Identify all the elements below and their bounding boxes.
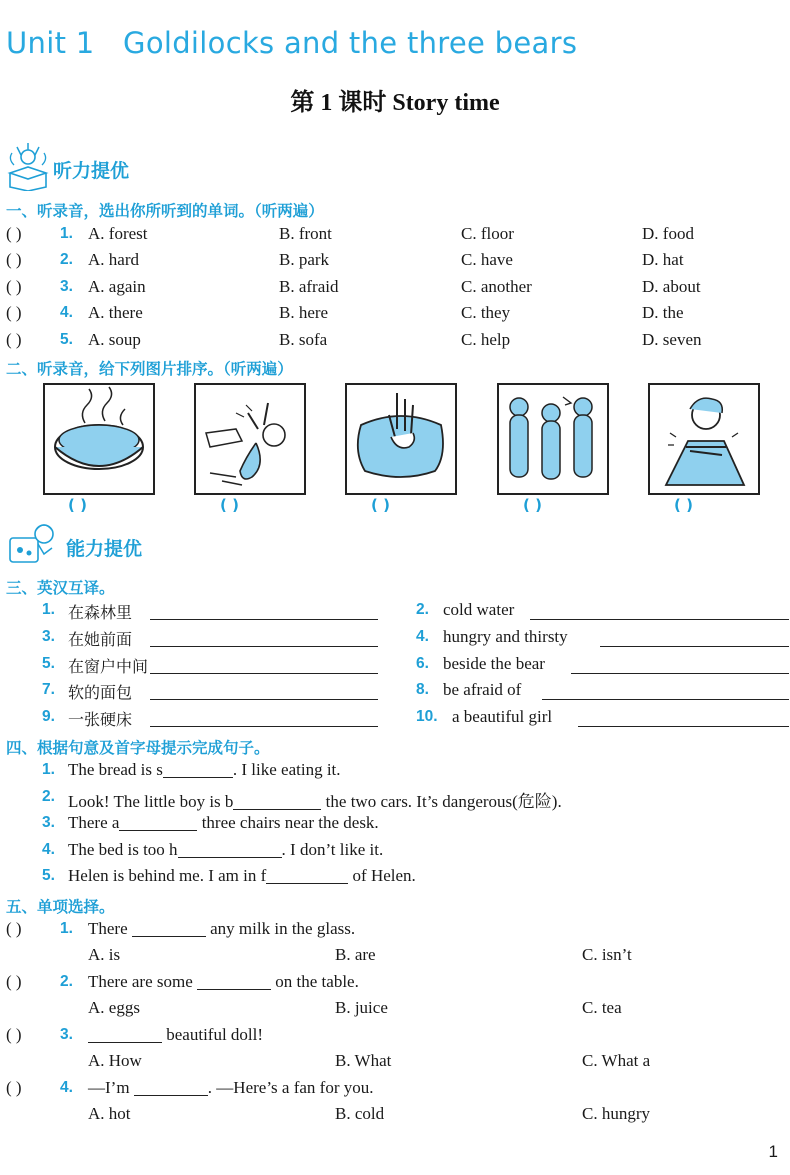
translate-prompt: 软的面包 [68, 683, 133, 702]
option-a[interactable]: A. eggs [88, 998, 140, 1017]
fill-blank[interactable] [233, 792, 321, 810]
question-number: 4. [60, 304, 73, 321]
option-d[interactable]: D. food [642, 224, 694, 243]
fill-blank[interactable] [197, 972, 271, 990]
answer-line[interactable] [578, 726, 789, 727]
answer-paren[interactable]: ( ) [6, 277, 22, 296]
item-number: 9. [42, 708, 55, 725]
answer-line[interactable] [542, 699, 789, 700]
sentence [68, 866, 416, 886]
picture-soup-bowl [43, 383, 155, 495]
picture-answer-5[interactable]: ( ) [674, 496, 693, 514]
question-number: 1. [60, 920, 73, 937]
option-b[interactable]: B. cold [335, 1104, 385, 1123]
part1-question [0, 224, 790, 246]
sentence-start: The bed is too h [68, 840, 178, 859]
translate-prompt: a beautiful girl [452, 707, 553, 726]
answer-paren[interactable]: ( ) [6, 250, 22, 269]
item-number: 5. [42, 867, 55, 884]
sentence-end: the two cars. It’s dangerous(危险). [321, 792, 562, 811]
option-a[interactable]: A. again [88, 277, 146, 296]
option-a[interactable]: A. hot [88, 1104, 131, 1123]
fill-blank[interactable] [119, 813, 197, 831]
option-a[interactable]: A. there [88, 303, 143, 322]
answer-line[interactable] [150, 726, 378, 727]
sentence [68, 760, 341, 780]
mcq-options [0, 945, 790, 967]
item-number: 7. [42, 681, 55, 698]
item-number: 3. [42, 814, 55, 831]
sentence-row [0, 760, 790, 782]
fill-blank[interactable] [266, 866, 348, 884]
option-c[interactable]: C. isn’t [582, 945, 632, 964]
item-number: 1. [42, 761, 55, 778]
mcq-question [0, 919, 790, 941]
item-number: 6. [416, 655, 429, 672]
option-b[interactable]: B. here [279, 303, 329, 322]
fill-blank[interactable] [88, 1025, 162, 1043]
fill-blank[interactable] [178, 840, 282, 858]
sentence-end: . I like eating it. [232, 760, 341, 779]
option-a[interactable]: A. forest [88, 224, 148, 243]
option-b[interactable]: B. park [279, 250, 330, 269]
translate-prompt: beside the bear [443, 654, 545, 673]
item-number: 1. [42, 601, 55, 618]
part1-question [0, 277, 790, 299]
option-d[interactable]: D. the [642, 303, 684, 322]
option-c[interactable]: C. help [461, 330, 511, 349]
question-number: 3. [60, 1026, 73, 1043]
answer-line[interactable] [150, 673, 378, 674]
picture-answer-1[interactable]: ( ) [68, 496, 87, 514]
answer-paren[interactable]: ( ) [6, 224, 22, 243]
translate-prompt: hungry and thirsty [443, 627, 568, 646]
question-number: 2. [60, 251, 73, 268]
mcq-question [0, 1078, 790, 1100]
fill-blank[interactable] [134, 1078, 208, 1096]
item-number: 10. [416, 708, 438, 725]
sentence-row [0, 787, 790, 809]
option-c[interactable]: C. they [461, 303, 511, 322]
picture-answer-2[interactable]: ( ) [220, 496, 239, 514]
mcq-options [0, 998, 790, 1020]
picture-girl-falling [194, 383, 306, 495]
answer-line[interactable] [600, 646, 789, 647]
soup-bowl-icon [45, 385, 153, 493]
option-d[interactable]: D. hat [642, 250, 684, 269]
answer-line[interactable] [150, 699, 378, 700]
mcq-options [0, 1104, 790, 1126]
question-stem [88, 1078, 374, 1098]
sentence-start: The bread is s [68, 760, 163, 779]
item-number: 3. [42, 628, 55, 645]
sentence-start: Helen is behind me. I am in f [68, 866, 267, 885]
option-c[interactable]: C. What a [582, 1051, 651, 1070]
option-d[interactable]: D. seven [642, 330, 702, 349]
stem-start: There are some [88, 972, 193, 991]
option-b[interactable]: B. afraid [279, 277, 339, 296]
part3-heading: 三、英汉互译。 [6, 579, 115, 597]
part1-question [0, 330, 790, 352]
answer-paren[interactable]: ( ) [6, 330, 22, 349]
translation-row [0, 680, 790, 702]
question-stem [88, 919, 355, 939]
translate-prompt: 在她前面 [68, 630, 133, 649]
stem-end: on the table. [271, 972, 359, 991]
option-b[interactable]: B. front [279, 224, 332, 243]
option-c[interactable]: C. have [461, 250, 513, 269]
ability-section-heading: 能力提优 [66, 538, 143, 560]
item-number: 2. [416, 601, 429, 618]
question-number: 4. [60, 1079, 73, 1096]
item-number: 8. [416, 681, 429, 698]
translate-prompt: cold water [443, 600, 515, 619]
question-number: 1. [60, 225, 73, 242]
question-stem [88, 972, 359, 992]
option-d[interactable]: D. about [642, 277, 701, 296]
option-c[interactable]: C. tea [582, 998, 622, 1017]
picture-three-bears [497, 383, 609, 495]
answer-paren[interactable]: ( ) [6, 972, 22, 991]
part5-heading: 五、单项选择。 [6, 898, 115, 916]
option-a[interactable]: A. How [88, 1051, 142, 1070]
listening-mascot-icon [6, 143, 50, 191]
translate-prompt: be afraid of [443, 680, 522, 699]
item-number: 5. [42, 655, 55, 672]
option-a[interactable]: A. is [88, 945, 121, 964]
translate-prompt: 在窗户中间 [68, 657, 149, 676]
item-number: 4. [42, 841, 55, 858]
translate-prompt: 在森林里 [68, 603, 133, 622]
option-b[interactable]: B. juice [335, 998, 388, 1017]
cold-girl-icon [650, 385, 758, 493]
question-number: 3. [60, 278, 73, 295]
sentence [68, 840, 383, 860]
option-a[interactable]: A. soup [88, 330, 141, 349]
sentence-row [0, 840, 790, 862]
sentence [68, 787, 562, 812]
sentence-row [0, 813, 790, 835]
part2-heading: 二、听录音，给下列图片排序。（听两遍） [6, 360, 293, 378]
mcq-question [0, 1025, 790, 1047]
question-number: 5. [60, 331, 73, 348]
item-number: 4. [416, 628, 429, 645]
mcq-options [0, 1051, 790, 1073]
answer-line[interactable] [530, 619, 789, 620]
picture-cold-girl [648, 383, 760, 495]
unit-title: Unit 1 Goldilocks and the three bears [6, 26, 578, 60]
sentence-start: Look! The little boy is b [68, 792, 234, 811]
sentence-start: There a [68, 813, 120, 832]
translation-row [0, 654, 790, 676]
translate-prompt: 一张硬床 [68, 710, 133, 729]
option-c[interactable]: C. another [461, 277, 532, 296]
sentence-end: of Helen. [348, 866, 416, 885]
stem-end: . —Here’s a fan for you. [207, 1078, 374, 1097]
stem-end: any milk in the glass. [205, 919, 356, 938]
sentence [68, 813, 379, 833]
translation-row [0, 600, 790, 622]
girl-falling-icon [196, 385, 304, 493]
fill-blank[interactable] [163, 760, 233, 778]
part1-heading: 一、听录音，选出你所听到的单词。（听两遍） [6, 202, 324, 220]
listening-section-heading: 听力提优 [53, 160, 130, 182]
option-b[interactable]: B. are [335, 945, 376, 964]
picture-answer-3[interactable]: ( ) [371, 496, 390, 514]
sentence-row [0, 866, 790, 888]
stem-start: —I’m [88, 1078, 130, 1097]
item-number: 2. [42, 788, 55, 805]
option-b[interactable]: B. sofa [279, 330, 328, 349]
option-c[interactable]: C. floor [461, 224, 514, 243]
answer-paren[interactable]: ( ) [6, 303, 22, 322]
question-number: 2. [60, 973, 73, 990]
answer-paren[interactable]: ( ) [6, 1078, 22, 1097]
translation-row [0, 627, 790, 649]
page-number: 1 [768, 1142, 778, 1161]
answer-paren[interactable]: ( ) [6, 919, 22, 938]
answer-line[interactable] [150, 646, 378, 647]
part1-question [0, 250, 790, 272]
option-b[interactable]: B. What [335, 1051, 392, 1070]
sentence-end: . I don’t like it. [281, 840, 384, 859]
ability-mascot-icon [4, 520, 58, 568]
option-a[interactable]: A. hard [88, 250, 139, 269]
stem-end: beautiful doll! [162, 1025, 264, 1044]
part1-question [0, 303, 790, 325]
answer-line[interactable] [150, 619, 378, 620]
translation-row [0, 707, 790, 729]
question-stem [88, 1025, 263, 1045]
part4-heading: 四、根据句意及首字母提示完成句子。 [6, 739, 270, 757]
hand-on-pillow-icon [347, 385, 455, 493]
lesson-subtitle: 第 1 课时 Story time [290, 90, 500, 116]
mcq-question [0, 972, 790, 994]
answer-line[interactable] [571, 673, 789, 674]
stem-start: There [88, 919, 128, 938]
three-bears-icon [499, 385, 607, 493]
picture-answer-4[interactable]: ( ) [523, 496, 542, 514]
option-c[interactable]: C. hungry [582, 1104, 650, 1123]
answer-paren[interactable]: ( ) [6, 1025, 22, 1044]
sentence-end: three chairs near the desk. [197, 813, 379, 832]
picture-hand-on-pillow [345, 383, 457, 495]
fill-blank[interactable] [132, 919, 206, 937]
